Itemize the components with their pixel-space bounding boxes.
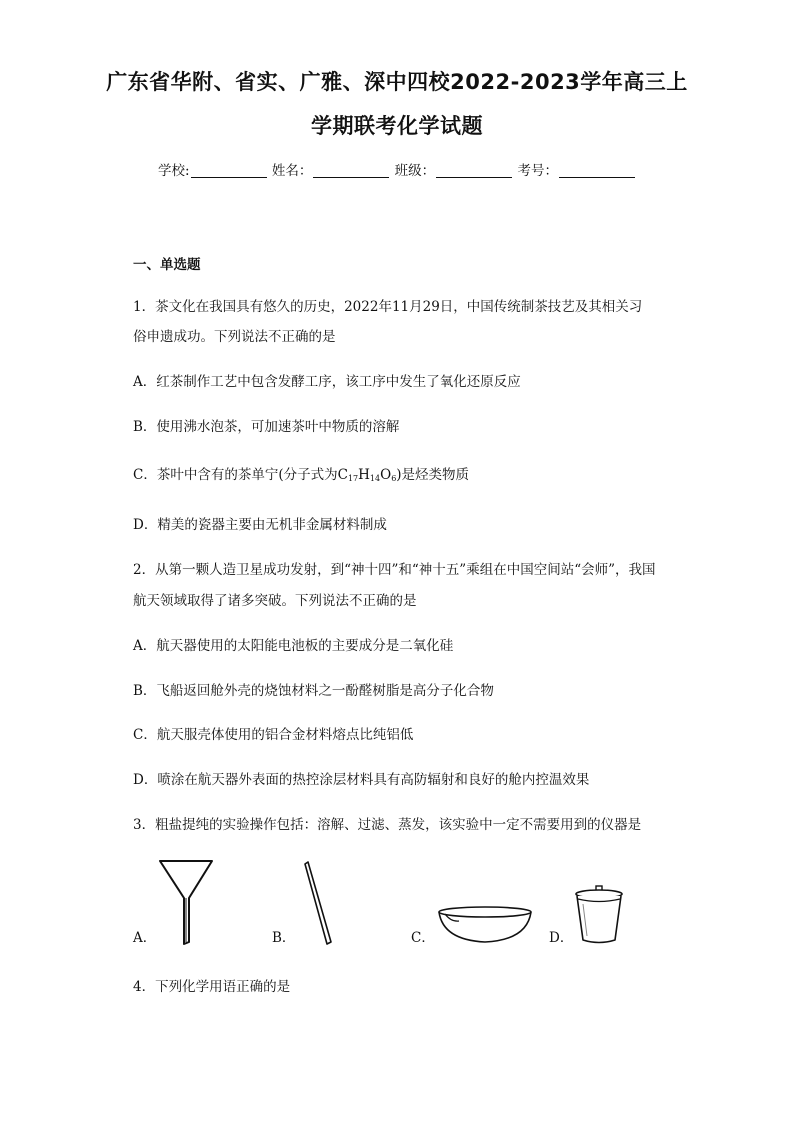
q2-option-b: B．飞船返回舱外壳的烧蚀材料之一酚醛树脂是高分子化合物 (133, 683, 494, 699)
exam-title-line2: 学期联考化学试题 (311, 114, 483, 138)
formula-sub-17: 17 (347, 474, 359, 483)
section-title: 一、单选题 (133, 257, 201, 273)
q1-option-c (133, 463, 469, 483)
q2-option-a: A．航天器使用的太阳能电池板的主要成分是二氧化硅 (133, 638, 454, 654)
exam-number-blank[interactable] (559, 163, 635, 178)
q4-stem: 4．下列化学用语正确的是 (133, 979, 291, 995)
q3-option-a-label: A． (133, 930, 157, 946)
formula-o: O (380, 467, 392, 483)
q3-options (133, 850, 693, 950)
class-label: 班级： (394, 163, 436, 179)
q3-option-d (549, 884, 625, 946)
q1-stem-line1: 1．茶文化在我国具有悠久的历史，2022年11月29日，中国传统制茶技艺及其相关习 (133, 299, 643, 315)
student-info-row (0, 159, 794, 179)
q2-stem-line2: 航天领域取得了诸多突破。下列说法不正确的是 (133, 593, 417, 609)
funnel-icon (156, 858, 216, 946)
q3-option-b-label: B． (272, 930, 296, 946)
q2-option-d: D．喷涂在航天器外表面的热控涂层材料具有高防辐射和良好的舱内控温效果 (133, 772, 590, 788)
q3-option-b (272, 858, 345, 946)
q3-option-c (411, 904, 535, 946)
q3-option-c-label: C． (411, 930, 435, 946)
exam-title-line1: 广东省华附、省实、广雅、深中四校2022-2023学年高三上 (106, 70, 688, 94)
formula-h: H (358, 467, 370, 483)
q3-option-d-label: D． (549, 930, 574, 946)
q1-option-c-suffix: )是烃类物质 (396, 467, 470, 483)
formula-sub-14: 14 (369, 474, 381, 483)
q2-stem-line1: 2．从第一颗人造卫星成功发射，到“神十四”和“神十五”乘组在中国空间站“会师”，我国 (133, 562, 656, 578)
name-blank[interactable] (313, 163, 389, 178)
q1-option-b: B．使用沸水泡茶，可加速茶叶中物质的溶解 (133, 419, 400, 435)
formula-c: C (337, 467, 348, 483)
exam-number-label: 考号： (517, 163, 558, 179)
formula-sub-6: 6 (391, 474, 397, 483)
school-label: 学校: (158, 163, 190, 179)
glass-rod-icon (295, 858, 345, 946)
crucible-icon (573, 884, 625, 946)
q1-option-a: A．红茶制作工艺中包含发酵工序，该工序中发生了氧化还原反应 (133, 374, 521, 390)
q2-option-c: C．航天服壳体使用的铝合金材料熔点比纯铝低 (133, 727, 414, 743)
q3-option-a (133, 858, 216, 946)
q1-option-d: D．精美的瓷器主要由无机非金属材料制成 (133, 517, 387, 533)
evaporating-dish-icon (435, 904, 535, 946)
q1-option-c-prefix: C．茶叶中含有的茶单宁(分子式为 (133, 467, 338, 483)
q1-stem-line2: 俗申遗成功。下列说法不正确的是 (133, 329, 336, 345)
q3-stem: 3．粗盐提纯的实验操作包括：溶解、过滤、蒸发，该实验中一定不需要用到的仪器是 (133, 817, 642, 833)
name-label: 姓名： (271, 163, 313, 179)
school-blank[interactable] (191, 163, 267, 178)
class-blank[interactable] (436, 163, 512, 178)
